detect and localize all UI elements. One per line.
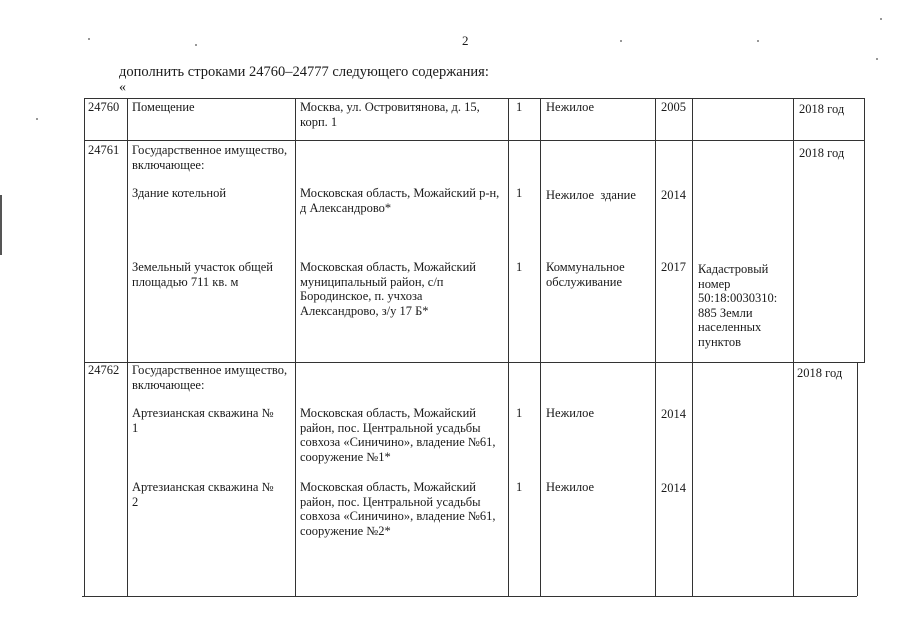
object-quantity: 1 bbox=[516, 406, 523, 420]
object-quantity: 1 bbox=[516, 100, 523, 114]
object-name: Артезианская скважина № 2 bbox=[132, 480, 274, 509]
object-quantity: 1 bbox=[516, 480, 523, 494]
scan-speck bbox=[36, 118, 38, 120]
object-quantity: 1 bbox=[516, 260, 523, 274]
table-top-border bbox=[84, 98, 865, 99]
object-type: Нежилое bbox=[546, 406, 595, 420]
col-divider bbox=[692, 98, 693, 596]
object-name: Помещение bbox=[132, 100, 195, 114]
group-heading: Государственное имущество, включающее: bbox=[132, 143, 288, 172]
scan-speck bbox=[880, 18, 882, 20]
group-heading: Государственное имущество, включающее: bbox=[132, 363, 288, 392]
period: 2018 год bbox=[797, 366, 843, 380]
object-year: 2014 bbox=[661, 407, 686, 421]
period: 2018 год bbox=[799, 102, 845, 116]
col-divider bbox=[655, 98, 656, 596]
open-quote: « bbox=[119, 80, 126, 95]
object-address: Московская область, Можайский район, пос. Центральной усадьбы совхоза «Синичино», владение №61, сооружение №1* bbox=[300, 406, 496, 464]
col-divider bbox=[295, 98, 296, 596]
intro-text: дополнить строками 24760–24777 следующего содержания: bbox=[119, 64, 489, 80]
col-divider bbox=[540, 98, 541, 596]
row-number: 24762 bbox=[88, 363, 120, 377]
object-address: Московская область, Можайский район, пос. Центральной усадьбы совхоза «Синичино», владение №61, сооружение №2* bbox=[300, 480, 496, 538]
col-divider bbox=[508, 98, 509, 596]
scan-speck bbox=[757, 40, 759, 42]
row-number: 24760 bbox=[88, 100, 120, 114]
scan-speck bbox=[876, 58, 878, 60]
table-bottom-border bbox=[82, 596, 857, 597]
row-divider bbox=[84, 140, 865, 141]
object-address: Московская область, Можайский муниципальный район, с/п Бородинское, п. учхоза Александрово, з/у 17 Б* bbox=[300, 260, 476, 318]
object-quantity: 1 bbox=[516, 186, 523, 200]
page-number: 2 bbox=[462, 33, 469, 48]
object-type: Нежилое здание bbox=[546, 188, 636, 202]
col-divider bbox=[857, 362, 858, 596]
object-year: 2017 bbox=[661, 260, 686, 274]
scan-speck bbox=[620, 40, 622, 42]
scan-speck bbox=[88, 38, 90, 40]
object-year: 2014 bbox=[661, 188, 686, 202]
object-year: 2014 bbox=[661, 481, 686, 495]
cadastral-note: Кадастровый номер 50:18:0030310: 885 Земли населенных пунктов bbox=[698, 262, 778, 349]
object-year: 2005 bbox=[661, 100, 686, 114]
col-divider bbox=[864, 98, 865, 362]
object-name: Земельный участок общей площадью 711 кв. м bbox=[132, 260, 273, 289]
object-address: Москва, ул. Островитянова, д. 15, корп. 1 bbox=[300, 100, 480, 129]
object-name: Здание котельной bbox=[132, 186, 227, 200]
object-name: Артезианская скважина № 1 bbox=[132, 406, 274, 435]
col-divider bbox=[84, 98, 85, 596]
object-address: Московская область, Можайский р-н, д Александрово* bbox=[300, 186, 500, 215]
scan-margin-mark bbox=[0, 195, 2, 255]
col-divider bbox=[127, 98, 128, 596]
row-number: 24761 bbox=[88, 143, 120, 157]
col-divider bbox=[793, 98, 794, 596]
object-type: Нежилое bbox=[546, 480, 595, 494]
scan-speck bbox=[195, 44, 197, 46]
object-type: Нежилое bbox=[546, 100, 595, 114]
period: 2018 год bbox=[799, 146, 845, 160]
object-type: Коммунальное обслуживание bbox=[546, 260, 625, 289]
